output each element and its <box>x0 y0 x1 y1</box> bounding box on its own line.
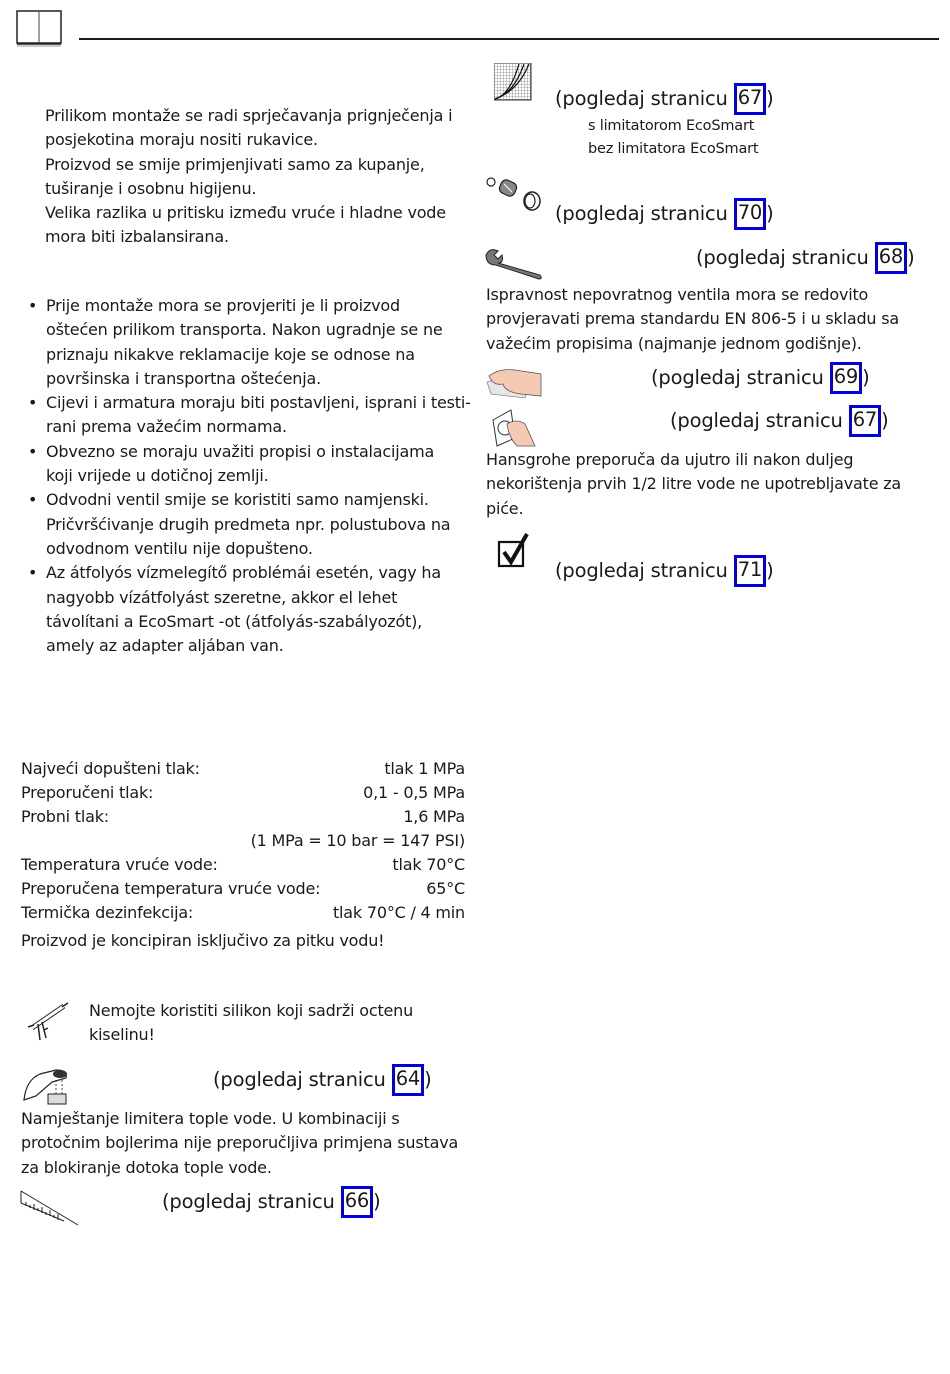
note-line: važećim propisima (najmanje jednom godišnje). <box>486 333 862 353</box>
ref-prefix: (pogledaj stranicu <box>213 1068 392 1091</box>
bullet-line: priznaju nikakve reklamacije koje se odnose na <box>46 344 415 364</box>
valve-note <box>486 283 899 356</box>
intro-line: tuširanje i osobnu higijenu. <box>45 178 257 198</box>
aerator-parts-icon <box>486 175 544 215</box>
page-link-67b[interactable]: 67 <box>849 405 881 437</box>
note-line: kiselinu! <box>89 1025 155 1045</box>
bullet-line: • Az átfolyós vízmelegítő problémái esetén, vagy ha <box>46 563 441 583</box>
bullet-line: • Odvodni ventil smije se koristiti samo namjenski. <box>46 490 429 510</box>
spec-value: tlak 70°C / 4 min <box>332 903 465 922</box>
flow-option: s limitatorom EcoSmart <box>588 118 755 134</box>
bullet-list <box>22 294 471 658</box>
ref-suffix: ) <box>766 87 774 110</box>
hansgrohe-note <box>486 448 901 521</box>
ref-prefix: (pogledaj stranicu <box>555 202 734 225</box>
intro-line: posjekotina moraju nositi rukavice. <box>45 130 318 150</box>
spec-row <box>21 901 465 925</box>
bullet-line: rani prema važećim normama. <box>46 417 287 437</box>
flow-chart-icon <box>494 63 532 105</box>
page-reference-64 <box>213 1067 432 1096</box>
bullet-item <box>22 391 471 440</box>
ref-prefix: (pogledaj stranicu <box>651 366 830 389</box>
ruler-icon <box>20 1189 80 1231</box>
spec-label: Preporučeni tlak: <box>21 783 154 802</box>
spec-row <box>21 829 465 853</box>
intro-line: Prilikom montaže se radi sprječavanja prignječenja i <box>45 106 453 125</box>
bullet-line: • Obvezno se moraju uvažiti propisi o instalacijama <box>46 441 435 461</box>
ref-suffix: ) <box>907 246 915 269</box>
limiter-note <box>21 1107 458 1180</box>
ref-prefix: (pogledaj stranicu <box>696 246 875 269</box>
spec-row <box>21 853 465 877</box>
spec-label: Termička dezinfekcija: <box>21 903 194 922</box>
page-reference-70 <box>555 201 774 230</box>
page-link-69[interactable]: 69 <box>830 362 862 394</box>
page-link-64[interactable]: 64 <box>392 1064 424 1096</box>
spec-value: 65°C <box>426 879 465 898</box>
ref-prefix: (pogledaj stranicu <box>162 1190 341 1213</box>
silicone-gun-icon <box>24 1000 70 1046</box>
intro-line: Velika razlika u pritisku između vruće i hladne vode <box>45 203 446 223</box>
page-link-68[interactable]: 68 <box>875 242 907 274</box>
bullet-line: odvodnom ventilu nije dopušteno. <box>46 538 313 558</box>
spec-row <box>21 757 465 781</box>
spec-value: tlak 1 MPa <box>384 759 465 778</box>
thermometer-hand-icon <box>22 1066 70 1112</box>
bullet-line: • Cijevi i armatura moraju biti postavljeni, isprani i testi- <box>46 393 471 413</box>
ref-suffix: ) <box>424 1068 432 1091</box>
note-line: Ispravnost nepovratnog ventila mora se redovito <box>486 285 869 304</box>
page-link-70[interactable]: 70 <box>734 198 766 230</box>
bullet-line: Pričvršćivanje drugih predmeta npr. polustubova na <box>46 514 451 534</box>
page-reference-66 <box>162 1189 381 1218</box>
spec-label: Temperatura vruće vode: <box>21 855 218 874</box>
bullet-line: površinska i transportna oštećenja. <box>46 368 321 388</box>
flow-option: bez limitatora EcoSmart <box>588 141 759 157</box>
potable-note: Proizvod je koncipiran isključivo za pitku vodu! <box>21 931 385 950</box>
intro-line: Proizvod se smije primjenjivati samo za kupanje, <box>45 154 425 174</box>
ref-prefix: (pogledaj stranicu <box>555 559 734 582</box>
book-icon <box>16 10 62 52</box>
spec-label: Preporučena temperatura vruće vode: <box>21 879 321 898</box>
spec-label: Najveći dopušteni tlak: <box>21 759 200 778</box>
spec-row <box>21 781 465 805</box>
spec-row <box>21 805 465 829</box>
cleaning-hand-icon <box>485 364 543 406</box>
ref-suffix: ) <box>766 559 774 582</box>
spec-row <box>21 877 465 901</box>
spec-value: tlak 70°C <box>392 855 465 874</box>
intro-text <box>45 104 452 250</box>
bullet-line: • Prije montaže mora se provjeriti je li proizvod <box>46 296 400 315</box>
ref-suffix: ) <box>766 202 774 225</box>
spec-value: 0,1 - 0,5 MPa <box>363 783 465 802</box>
intro-line: mora biti izbalansirana. <box>45 227 229 247</box>
ref-suffix: ) <box>881 409 889 432</box>
bullet-line: koji vrijede u dotičnoj zemlji. <box>46 466 269 486</box>
ref-prefix: (pogledaj stranicu <box>555 87 734 110</box>
silicone-note <box>89 999 413 1048</box>
bullet-line: oštećen prilikom transporta. Nakon ugradnje se ne <box>46 320 443 340</box>
spec-label: Probni tlak: <box>21 807 109 826</box>
note-line: piće. <box>486 498 524 518</box>
bullet-line: távolítani a EcoSmart -ot (átfolyás-szabályozót), <box>46 611 423 631</box>
bullet-item <box>22 488 471 561</box>
note-line: za blokiranje dotoka tople vode. <box>21 1157 272 1177</box>
page-reference-67b <box>670 408 889 437</box>
header-rule <box>79 38 939 40</box>
ref-suffix: ) <box>373 1190 381 1213</box>
bullet-line: amely az adapter aljában van. <box>46 636 284 656</box>
spec-table <box>21 757 465 953</box>
page-reference-69 <box>651 365 870 394</box>
bullet-line: nagyobb vízátfolyást szeretne, akkor el lehet <box>46 587 398 607</box>
ref-suffix: ) <box>862 366 870 389</box>
note-line: protočnim bojlerima nije preporučljiva primjena sustava <box>21 1133 459 1153</box>
note-line: Namještanje limitera tople vode. U kombinaciji s <box>21 1109 400 1128</box>
bullet-item <box>22 440 471 489</box>
bullet-item <box>22 294 471 391</box>
note-line: Nemojte koristiti silikon koji sadrži octenu <box>89 1001 414 1020</box>
bullet-item <box>22 561 471 658</box>
note-line: provjeravati prema standardu EN 806-5 i u skladu sa <box>486 309 899 329</box>
spec-value: 1,6 MPa <box>403 807 465 826</box>
page-link-71[interactable]: 71 <box>734 555 766 587</box>
ref-prefix: (pogledaj stranicu <box>670 409 849 432</box>
checkbox-check-icon <box>497 532 529 572</box>
flow-options <box>588 115 758 161</box>
spec-value: (1 MPa = 10 bar = 147 PSI) <box>250 831 465 850</box>
note-line: nekorištenja prvih 1/2 litre vode ne upotrebljavate za <box>486 474 902 494</box>
note-line: Hansgrohe preporuča da ujutro ili nakon duljeg <box>486 450 854 469</box>
page-reference-68 <box>696 245 915 274</box>
wrench-icon <box>484 247 544 285</box>
page-link-66[interactable]: 66 <box>341 1186 373 1218</box>
cartridge-hand-icon <box>489 408 537 452</box>
page-reference-71 <box>555 558 774 587</box>
page-reference-67 <box>555 86 774 115</box>
page-link-67[interactable]: 67 <box>734 83 766 115</box>
